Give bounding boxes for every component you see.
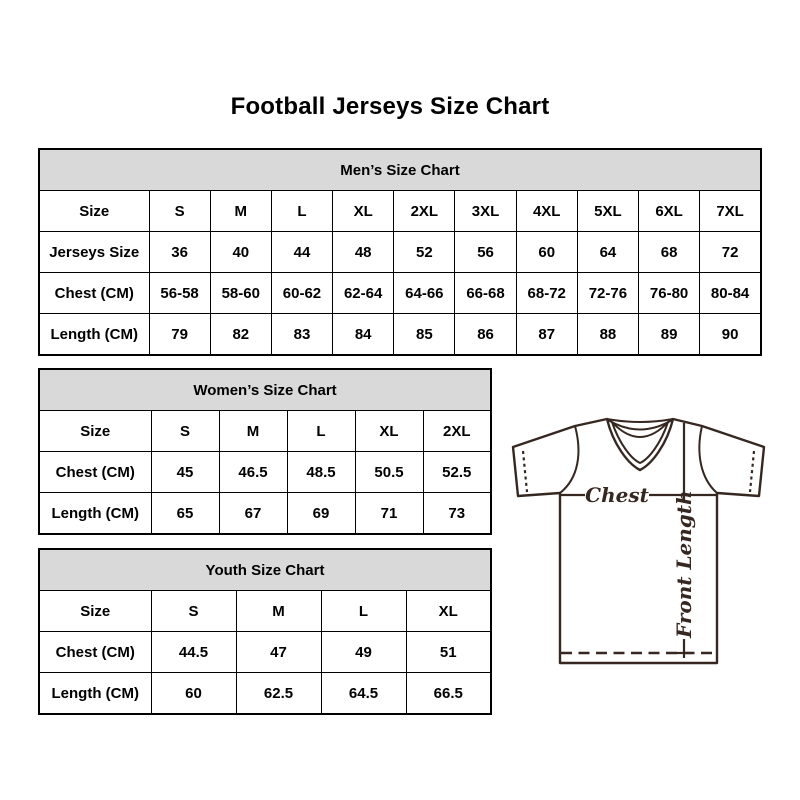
- table-cell: 89: [639, 314, 700, 356]
- table-cell: S: [149, 191, 210, 232]
- row-label: Size: [39, 411, 151, 452]
- table-cell: 36: [149, 232, 210, 273]
- table-cell: 60: [516, 232, 577, 273]
- table-cell: 67: [219, 493, 287, 535]
- womens-table-title: Women’s Size Chart: [39, 369, 491, 411]
- table-cell: S: [151, 591, 236, 632]
- table-cell: 62.5: [236, 673, 321, 715]
- row-label: Length (CM): [39, 314, 149, 356]
- table-cell: L: [271, 191, 332, 232]
- table-cell: 56: [455, 232, 516, 273]
- row-label: Length (CM): [39, 493, 151, 535]
- table-cell: 79: [149, 314, 210, 356]
- row-label: Chest (CM): [39, 632, 151, 673]
- row-label: Size: [39, 191, 149, 232]
- table-cell: 40: [210, 232, 271, 273]
- mens-table-title: Men’s Size Chart: [39, 149, 761, 191]
- table-header-row: [39, 549, 491, 591]
- row-label: Jerseys Size: [39, 232, 149, 273]
- jersey-diagram-icon: [502, 406, 778, 694]
- table-cell: 62-64: [333, 273, 394, 314]
- youth-table-title: Youth Size Chart: [39, 549, 491, 591]
- table-cell: 51: [406, 632, 491, 673]
- table-cell: 44: [271, 232, 332, 273]
- table-cell: 44.5: [151, 632, 236, 673]
- table-cell: 52: [394, 232, 455, 273]
- youth-size-table: [38, 548, 492, 715]
- table-cell: 73: [423, 493, 491, 535]
- table-cell: 64-66: [394, 273, 455, 314]
- table-cell: 86: [455, 314, 516, 356]
- table-row: [39, 411, 491, 452]
- table-cell: 69: [287, 493, 355, 535]
- table-row: [39, 314, 761, 356]
- table-cell: 60: [151, 673, 236, 715]
- table-row: [39, 673, 491, 715]
- table-cell: XL: [406, 591, 491, 632]
- table-cell: 83: [271, 314, 332, 356]
- table-cell: 64: [577, 232, 638, 273]
- table-cell: 49: [321, 632, 406, 673]
- table-cell: XL: [333, 191, 394, 232]
- table-cell: 6XL: [639, 191, 700, 232]
- page-title: Football Jerseys Size Chart: [230, 93, 550, 120]
- table-row: [39, 273, 761, 314]
- table-cell: 88: [577, 314, 638, 356]
- table-cell: 72: [700, 232, 761, 273]
- womens-size-table: [38, 368, 492, 535]
- table-cell: 64.5: [321, 673, 406, 715]
- table-cell: 5XL: [577, 191, 638, 232]
- mens-size-table: [38, 148, 762, 356]
- table-cell: 82: [210, 314, 271, 356]
- table-header-row: [39, 149, 761, 191]
- row-label: Chest (CM): [39, 452, 151, 493]
- table-cell: L: [287, 411, 355, 452]
- table-cell: 90: [700, 314, 761, 356]
- table-cell: M: [210, 191, 271, 232]
- table-cell: 80-84: [700, 273, 761, 314]
- table-cell: 47: [236, 632, 321, 673]
- table-cell: 7XL: [700, 191, 761, 232]
- table-row: [39, 191, 761, 232]
- table-cell: 45: [151, 452, 219, 493]
- chest-measurement-label: Chest: [585, 483, 649, 507]
- table-cell: XL: [355, 411, 423, 452]
- table-cell: 66.5: [406, 673, 491, 715]
- table-cell: 48: [333, 232, 394, 273]
- table-row: [39, 232, 761, 273]
- table-header-row: [39, 369, 491, 411]
- table-cell: 76-80: [639, 273, 700, 314]
- table-cell: 52.5: [423, 452, 491, 493]
- row-label: Size: [39, 591, 151, 632]
- table-cell: 84: [333, 314, 394, 356]
- table-cell: 68: [639, 232, 700, 273]
- row-label: Chest (CM): [39, 273, 149, 314]
- table-cell: 71: [355, 493, 423, 535]
- table-cell: L: [321, 591, 406, 632]
- front-length-measurement-label: Front Length: [672, 490, 696, 638]
- table-row: [39, 452, 491, 493]
- table-cell: 46.5: [219, 452, 287, 493]
- table-cell: 65: [151, 493, 219, 535]
- table-cell: 60-62: [271, 273, 332, 314]
- table-row: [39, 591, 491, 632]
- table-cell: 3XL: [455, 191, 516, 232]
- table-cell: 58-60: [210, 273, 271, 314]
- table-cell: 2XL: [394, 191, 455, 232]
- table-cell: 2XL: [423, 411, 491, 452]
- table-cell: 50.5: [355, 452, 423, 493]
- table-cell: 48.5: [287, 452, 355, 493]
- table-cell: M: [219, 411, 287, 452]
- table-cell: 87: [516, 314, 577, 356]
- table-cell: 72-76: [577, 273, 638, 314]
- table-cell: 4XL: [516, 191, 577, 232]
- table-row: [39, 632, 491, 673]
- table-cell: 85: [394, 314, 455, 356]
- table-cell: 68-72: [516, 273, 577, 314]
- row-label: Length (CM): [39, 673, 151, 715]
- table-cell: M: [236, 591, 321, 632]
- table-cell: S: [151, 411, 219, 452]
- table-cell: 66-68: [455, 273, 516, 314]
- table-row: [39, 493, 491, 535]
- jersey-measurement-diagram: [502, 406, 778, 694]
- table-cell: 56-58: [149, 273, 210, 314]
